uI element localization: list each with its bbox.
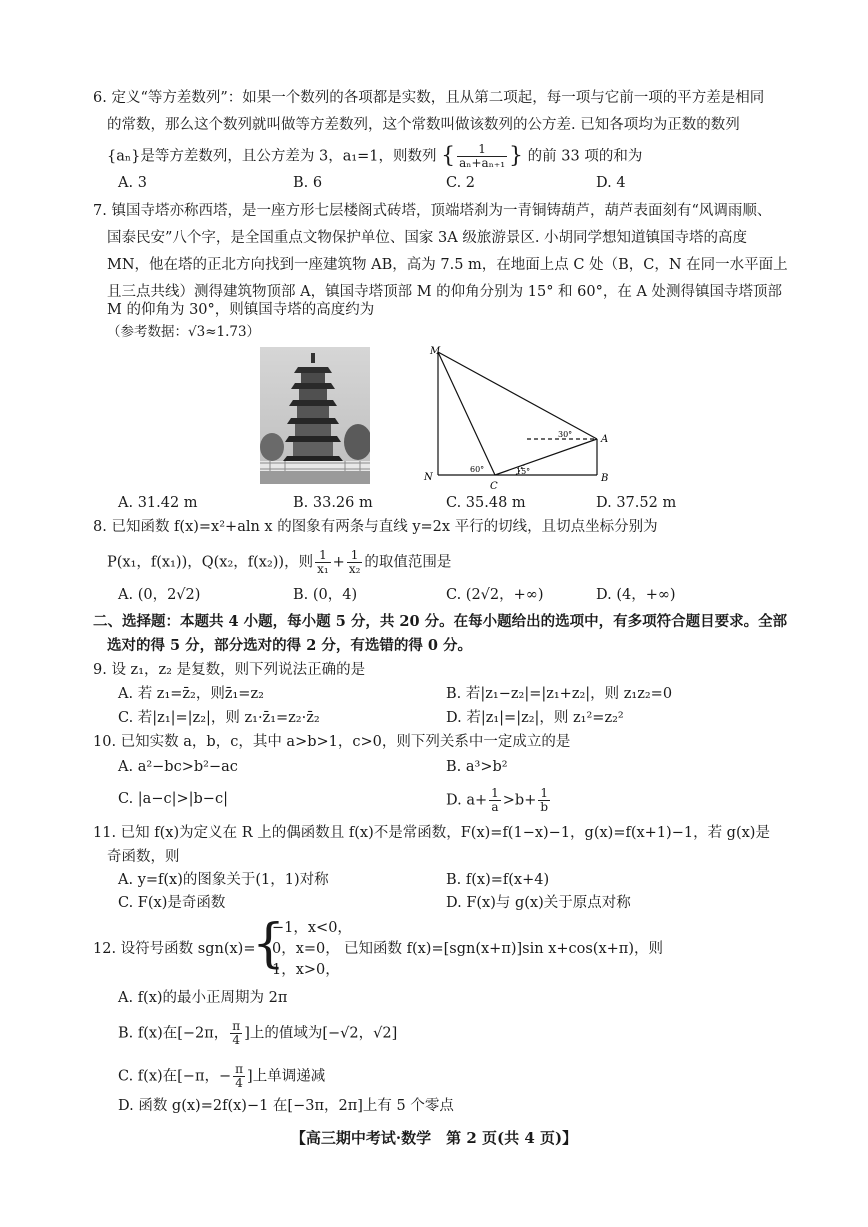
q7-line5: M 的仰角为 30°，则镇国寺塔的高度约为 — [107, 302, 375, 318]
q8-plus: + — [332, 554, 345, 571]
q10-frac-2-num: 1 — [538, 787, 550, 801]
q7-option-a: A. 31.42 m — [118, 495, 198, 511]
q12-option-c-start: C. f(x)在[−π，− — [118, 1068, 232, 1085]
q6-option-c: C. 2 — [446, 175, 476, 191]
q12-option-d: D. 函数 g(x)=2f(x)−1 在[−3π，2π]上有 5 个零点 — [118, 1098, 454, 1114]
label-C: C — [490, 481, 498, 490]
q8-option-d: D. (4，+∞) — [596, 587, 676, 603]
q10-option-c: C. |a−c|>|b−c| — [118, 791, 228, 807]
q12-case-1: −1，x<0， — [272, 920, 352, 936]
q7-option-b: B. 33.26 m — [293, 495, 373, 511]
angle-15: 15° — [516, 467, 531, 476]
q9-option-a: A. 若 z₁=z̄₂，则z̄₁=z₂ — [118, 686, 264, 702]
q12-case-3: 1，x>0， — [272, 962, 340, 978]
q12-b-frac-den: 4 — [232, 1033, 241, 1047]
q6-line3: {aₙ}是等方差数列，且公方差为 3，a₁=1，则数列 { $\frac{1}{\text{aₙ+aₙ₊₁}}$ } 的前 33 项的和为 — [107, 142, 643, 170]
q10-stem: 10. 已知实数 a，b，c，其中 a>b>1，c>0，则下列关系中一定成立的是 — [93, 734, 571, 750]
label-B: B — [601, 473, 609, 484]
q6-option-d: D. 4 — [596, 175, 626, 191]
q12-option-c-end: ]上单调递减 — [247, 1068, 326, 1085]
q11-line2: 奇函数，则 — [107, 849, 180, 865]
q6-line1: 6. 定义“等方差数列”：如果一个数列的各项都是实数，且从第二项起，每一项与它前一项的平方差是相同 — [93, 90, 765, 106]
q10-option-d-mid: >b+ — [502, 792, 537, 809]
q10-option-d-start: D. a+ — [446, 792, 488, 809]
q11-line1: 11. 已知 f(x)为定义在 R 上的偶函数且 f(x)不是常函数，F(x)=f(1−x)−1，g(x)=f(x+1)−1，若 g(x)是 — [93, 825, 770, 841]
q9-stem: 9. 设 z₁，z₂ 是复数，则下列说法正确的是 — [93, 662, 366, 678]
q6-line3-end: 的前 33 项的和为 — [527, 148, 643, 165]
q10-frac-1-num: 1 — [491, 786, 499, 800]
q10-option-a: A. a²−bc>b²−ac — [118, 759, 238, 775]
q11-option-b: B. f(x)=f(x+4) — [446, 872, 550, 888]
q8-frac-1-num: 1 — [315, 549, 331, 563]
q8-option-a: A. (0，2√2) — [118, 587, 201, 603]
q12-c-frac — [233, 1063, 245, 1090]
q6-frac-den: aₙ+aₙ₊₁ — [459, 156, 506, 170]
q12-lead: 12. 设符号函数 sgn(x)= — [93, 941, 256, 957]
q7-option-c: C. 35.48 m — [446, 495, 526, 511]
q12-b-frac-num: π — [232, 1019, 241, 1033]
q11-option-a: A. y=f(x)的图象关于(1，1)对称 — [118, 872, 329, 888]
q10-frac-1 — [489, 787, 501, 814]
q8-line2-start: P(x₁，f(x₁))，Q(x₂，f(x₂))，则 — [107, 554, 314, 571]
q9-option-b: B. 若|z₁−z₂|=|z₁+z₂|，则 z₁z₂=0 — [446, 686, 673, 702]
q8-line2-end: 的取值范围是 — [364, 554, 452, 571]
q12-option-b — [118, 1020, 397, 1047]
q8-frac-2-den: x₂ — [348, 562, 361, 576]
q8-frac-1-den: x₁ — [317, 562, 329, 576]
q6-option-b: B. 6 — [293, 175, 323, 191]
q10-frac-2 — [538, 787, 550, 814]
label-N: N — [424, 472, 433, 483]
q12-tail: 已知函数 f(x)=[sgn(x+π)]sin x+cos(x+π)，则 — [344, 941, 663, 957]
q9-option-c: C. 若|z₁|=|z₂|，则 z₁·z̄₁=z₂·z̄₂ — [118, 710, 320, 726]
q10-frac-1-den: a — [491, 800, 499, 814]
page-footer: 【高三期中考试·数学 第 2 页(共 4 页)】 — [290, 1129, 578, 1147]
q12-c-frac-den: 4 — [235, 1076, 243, 1090]
q6-fraction — [457, 143, 507, 170]
q7-line4: 且三点共线）测得建筑物顶部 A，镇国寺塔顶部 M 的仰角分别为 15° 和 60°，在 A 处测得镇国寺塔顶部 — [107, 284, 783, 300]
q8-frac-1 — [315, 549, 331, 576]
q6-option-a: A. 3 — [118, 175, 147, 191]
q7-line3: MN，他在塔的正北方向找到一座建筑物 AB，高为 7.5 m，在地面上点 C 处（B，C，N 在同一水平面上 — [107, 257, 788, 273]
q12-cases-brace: { — [252, 914, 286, 974]
q10-option-b: B. a³>b² — [446, 759, 508, 775]
q12-c-frac-num: π — [235, 1062, 244, 1076]
pagoda-photo — [260, 347, 370, 484]
q11-option-c: C. F(x)是奇函数 — [118, 895, 226, 911]
section2-line1: 二、选择题：本题共 4 小题，每小题 5 分，共 20 分。在每小题给出的选项中，有多项符合题目要求。全部 — [93, 613, 788, 630]
section2-line2: 选对的得 5 分，部分选对的得 2 分，有选错的得 0 分。 — [107, 637, 473, 654]
q10-frac-2-den: b — [540, 800, 549, 814]
q8-option-c: C. (2√2，+∞) — [446, 587, 544, 603]
q12-option-c — [118, 1063, 325, 1090]
q8-line2 — [107, 549, 451, 576]
q6-frac-num: 1 — [457, 143, 507, 157]
label-A: A — [601, 434, 609, 445]
q8-line1: 8. 已知函数 f(x)=x²+aln x 的图象有两条与直线 y=2x 平行的切线，且切点坐标分别为 — [93, 519, 658, 535]
q7-line2: 国泰民安”八个字，是全国重点文物保护单位、国家 3A 级旅游景区. 小胡同学想知道镇国寺塔的高度 — [107, 230, 748, 246]
q11-option-d: D. F(x)与 g(x)关于原点对称 — [446, 895, 631, 911]
q6-line3-start: {aₙ}是等方差数列，且公方差为 3，a₁=1，则数列 — [107, 148, 437, 165]
q8-option-b: B. (0，4) — [293, 587, 358, 603]
q7-reference-data: （参考数据：√3≈1.73） — [107, 324, 261, 340]
q6-line2: 的常数，那么这个数列就叫做等方差数列，这个常数叫做该数列的公方差. 已知各项均为正数的数列 — [107, 117, 740, 133]
q12-option-a: A. f(x)的最小正周期为 2π — [118, 990, 288, 1006]
q12-b-frac — [230, 1020, 242, 1047]
q12-option-b-start: B. f(x)在[−2π， — [118, 1025, 229, 1042]
q8-frac-2 — [347, 549, 363, 576]
q12-case-2: 0，x=0， — [272, 941, 340, 957]
q7-option-d: D. 37.52 m — [596, 495, 677, 511]
q12-option-b-end: ]上的值域为[−√2，√2] — [244, 1025, 398, 1042]
angle-30: 30° — [558, 430, 573, 439]
q9-option-d: D. 若|z₁|=|z₂|，则 z₁²=z₂² — [446, 710, 624, 726]
q10-option-d — [446, 787, 552, 814]
geometry-diagram — [420, 342, 620, 490]
q7-line1: 7. 镇国寺塔亦称西塔，是一座方形七层楼阁式砖塔，顶端塔刹为一青铜铸葫芦，葫芦表面刻有“风调雨顺、 — [93, 203, 772, 219]
q8-frac-2-num: 1 — [347, 549, 363, 563]
label-M: M — [430, 346, 441, 357]
angle-60: 60° — [470, 465, 485, 474]
